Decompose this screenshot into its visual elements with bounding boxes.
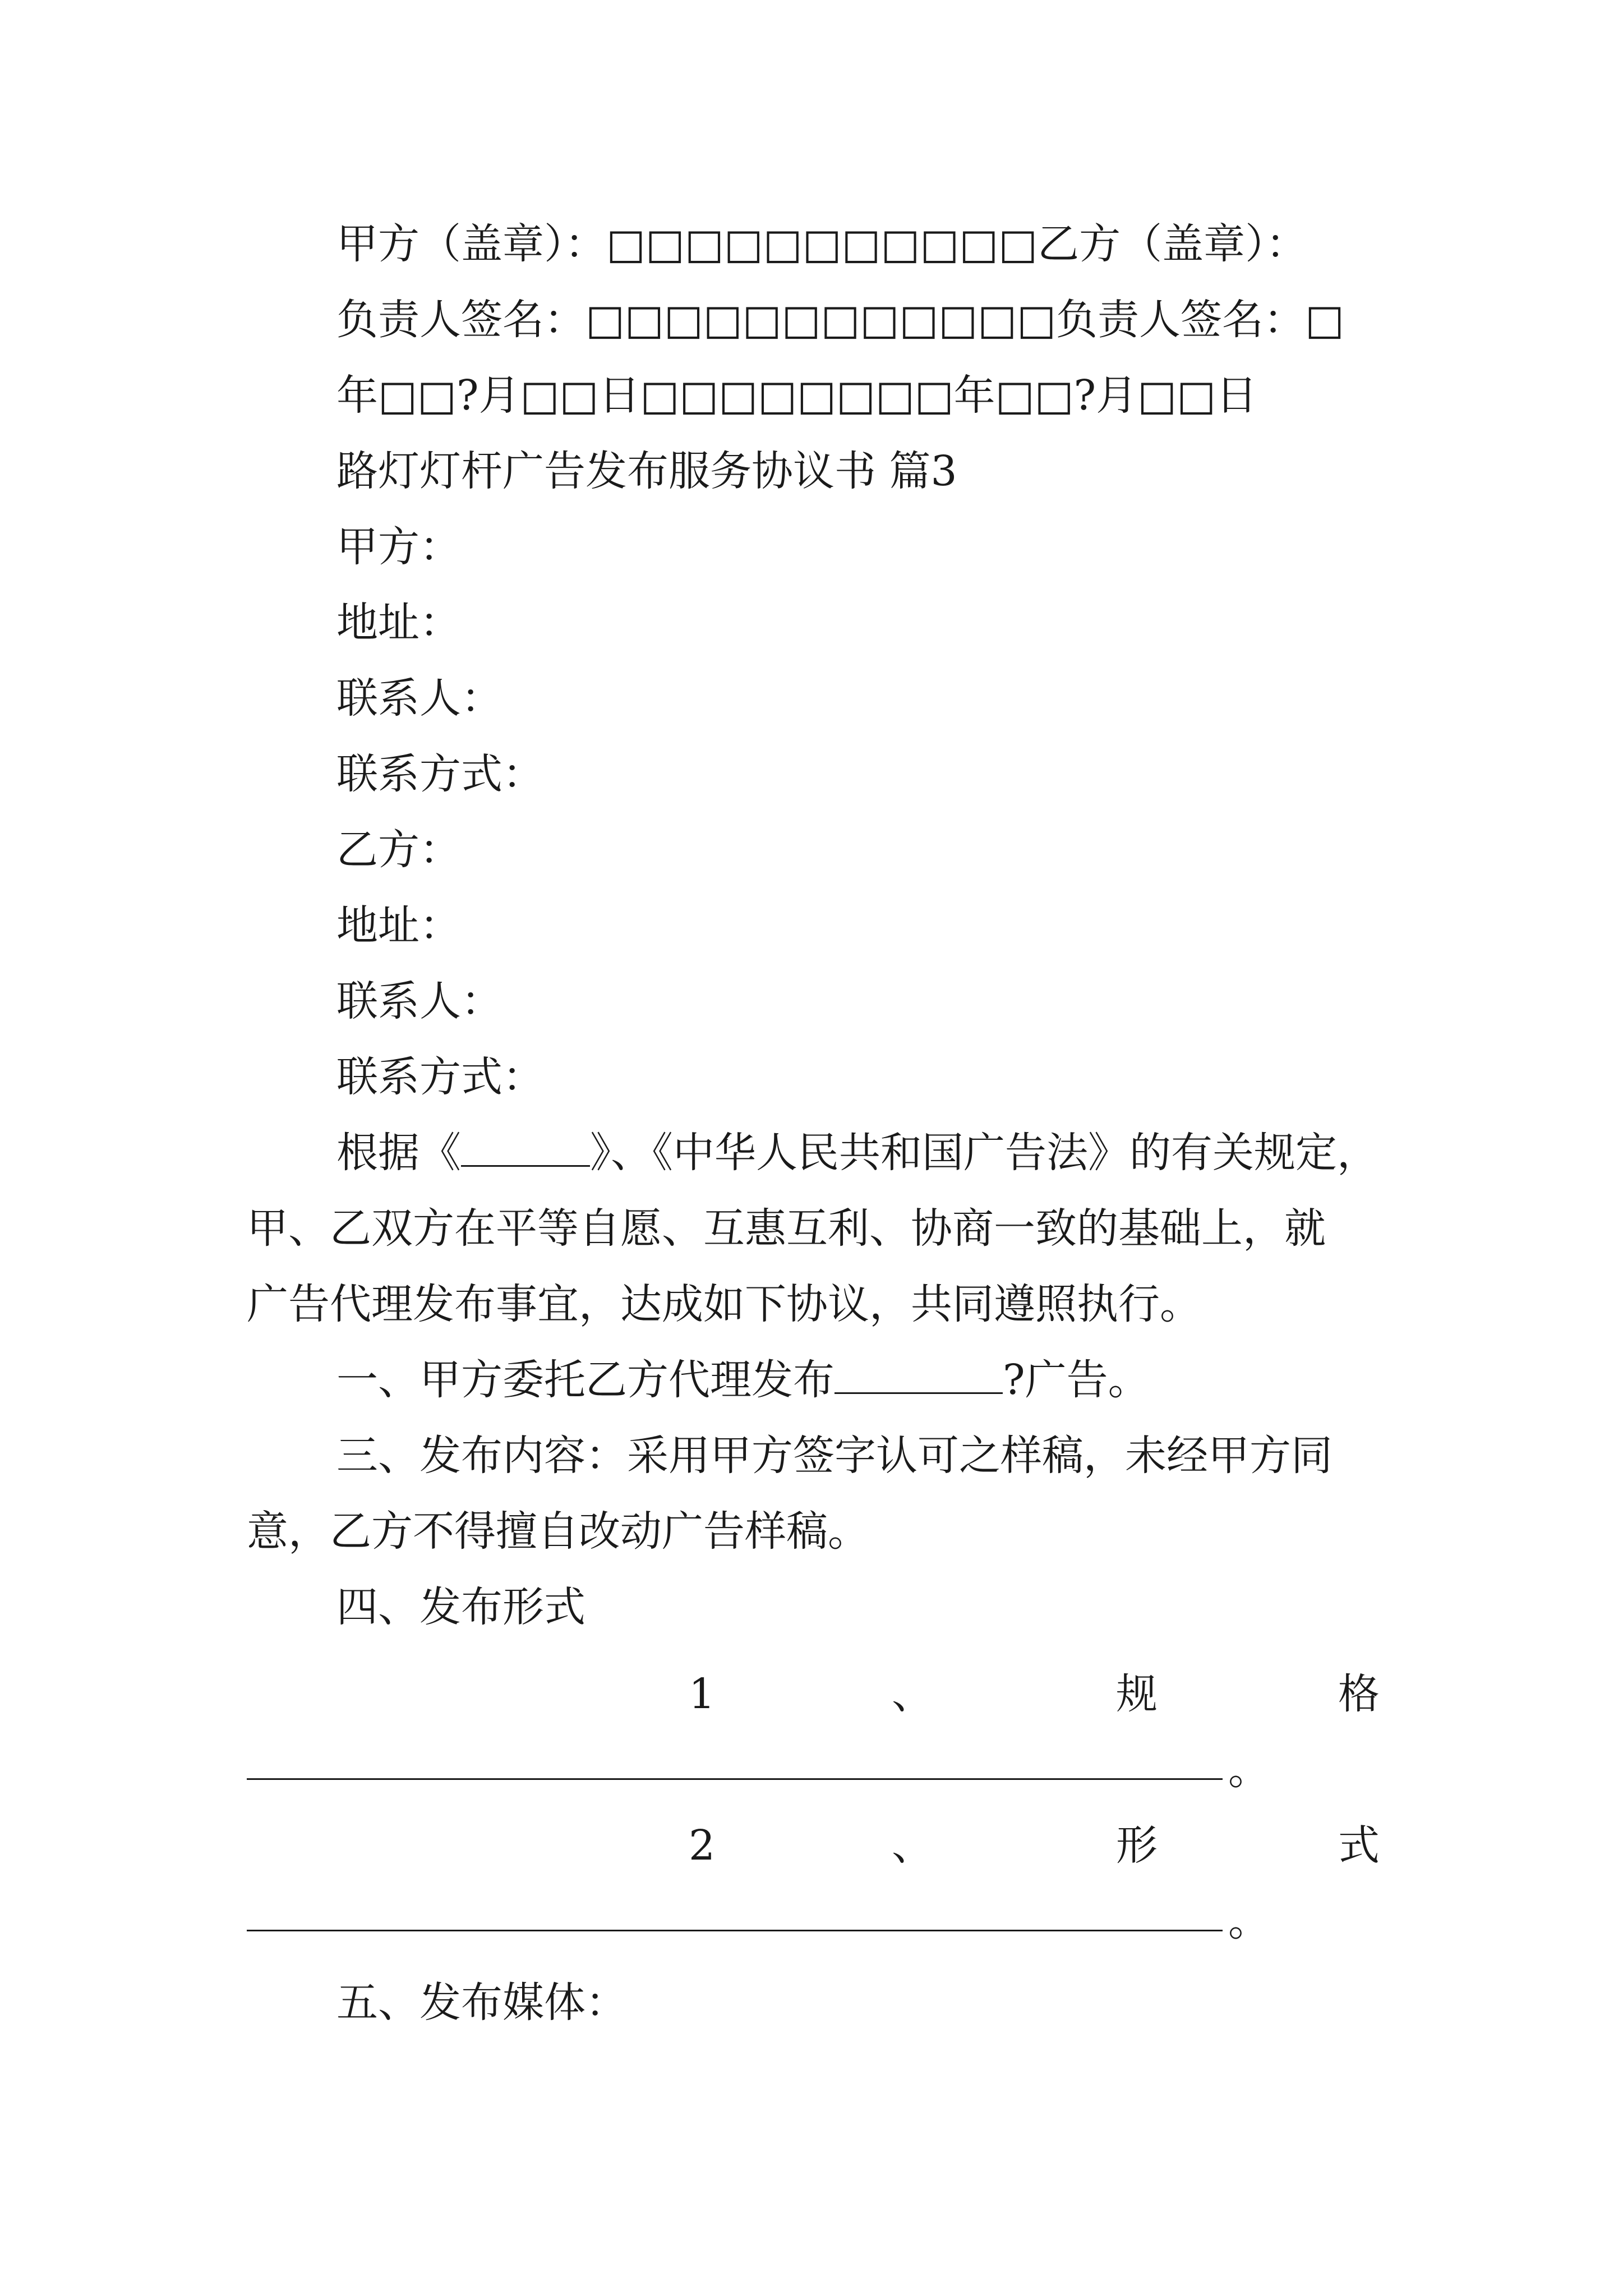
clause-3-line-1: 三、发布内容：采用甲方签字认可之样稿，未经甲方同: [336, 1432, 1332, 1480]
preamble-line-2: 甲、乙双方在平等自愿、互惠互利、协商一致的基础上，就: [247, 1204, 1326, 1253]
party-a-address: 地址：: [336, 599, 461, 647]
party-a-contact-method: 联系方式：: [336, 750, 544, 798]
preamble-text-a: 根据《: [336, 1129, 461, 1177]
item-2-char-b: 式: [1338, 1821, 1380, 1870]
preamble-line-1: [0, 1125, 1623, 1181]
item-2-end-mark: 。: [1228, 1897, 1270, 1945]
party-b-contact: 联系人：: [336, 977, 502, 1025]
preamble-text-b: 》、《中华人民共和国广告法》的有关规定，: [590, 1129, 1378, 1177]
item-1-fill-line: [247, 1778, 1223, 1780]
preamble-line-3: 广告代理发布事宜，达成如下协议，共同遵照执行。: [247, 1280, 1201, 1328]
signature-line-signer: 负责人签名：□□□□□□□□□□□□负责人签名：□: [336, 296, 1344, 344]
item-2-char-a: 形: [1116, 1821, 1158, 1870]
party-b-contact-method: 联系方式：: [336, 1053, 544, 1101]
item-1-char-b: 格: [1338, 1670, 1380, 1718]
item-1-number: 1: [689, 1670, 716, 1718]
clause-1-end: ?广告。: [1003, 1356, 1150, 1404]
law-name-blank: [461, 1130, 590, 1167]
item-2-separator: 、: [892, 1821, 933, 1870]
item-1-char-a: 规: [1116, 1670, 1158, 1718]
party-a-label: 甲方：: [336, 523, 461, 571]
signature-line-seal: 甲方（盖章）：□□□□□□□□□□□乙方（盖章）：: [336, 220, 1308, 268]
clause-4-heading: 四、发布形式: [336, 1583, 585, 1631]
signature-line-date: 年□□?月□□日□□□□□□□□年□□?月□□日: [336, 371, 1258, 420]
party-b-label: 乙方：: [336, 826, 461, 874]
document-title: 路灯灯杆广告发布服务协议书 篇3: [336, 447, 957, 495]
clause-1-text: 一、甲方委托乙方代理发布: [336, 1356, 834, 1404]
item-2-number: 2: [689, 1821, 716, 1870]
item-1-separator: 、: [892, 1670, 933, 1718]
item-1-end-mark: 。: [1228, 1746, 1270, 1794]
clause-3-line-2: 意，乙方不得擅自改动广告样稿。: [247, 1507, 869, 1556]
ad-type-blank: [834, 1358, 1003, 1394]
clause-5-heading: 五、发布媒体：: [336, 1978, 627, 2027]
clause-1: [0, 1352, 1623, 1408]
party-a-contact: 联系人：: [336, 674, 502, 723]
party-b-address: 地址：: [336, 901, 461, 950]
item-2-fill-line: [247, 1930, 1223, 1931]
